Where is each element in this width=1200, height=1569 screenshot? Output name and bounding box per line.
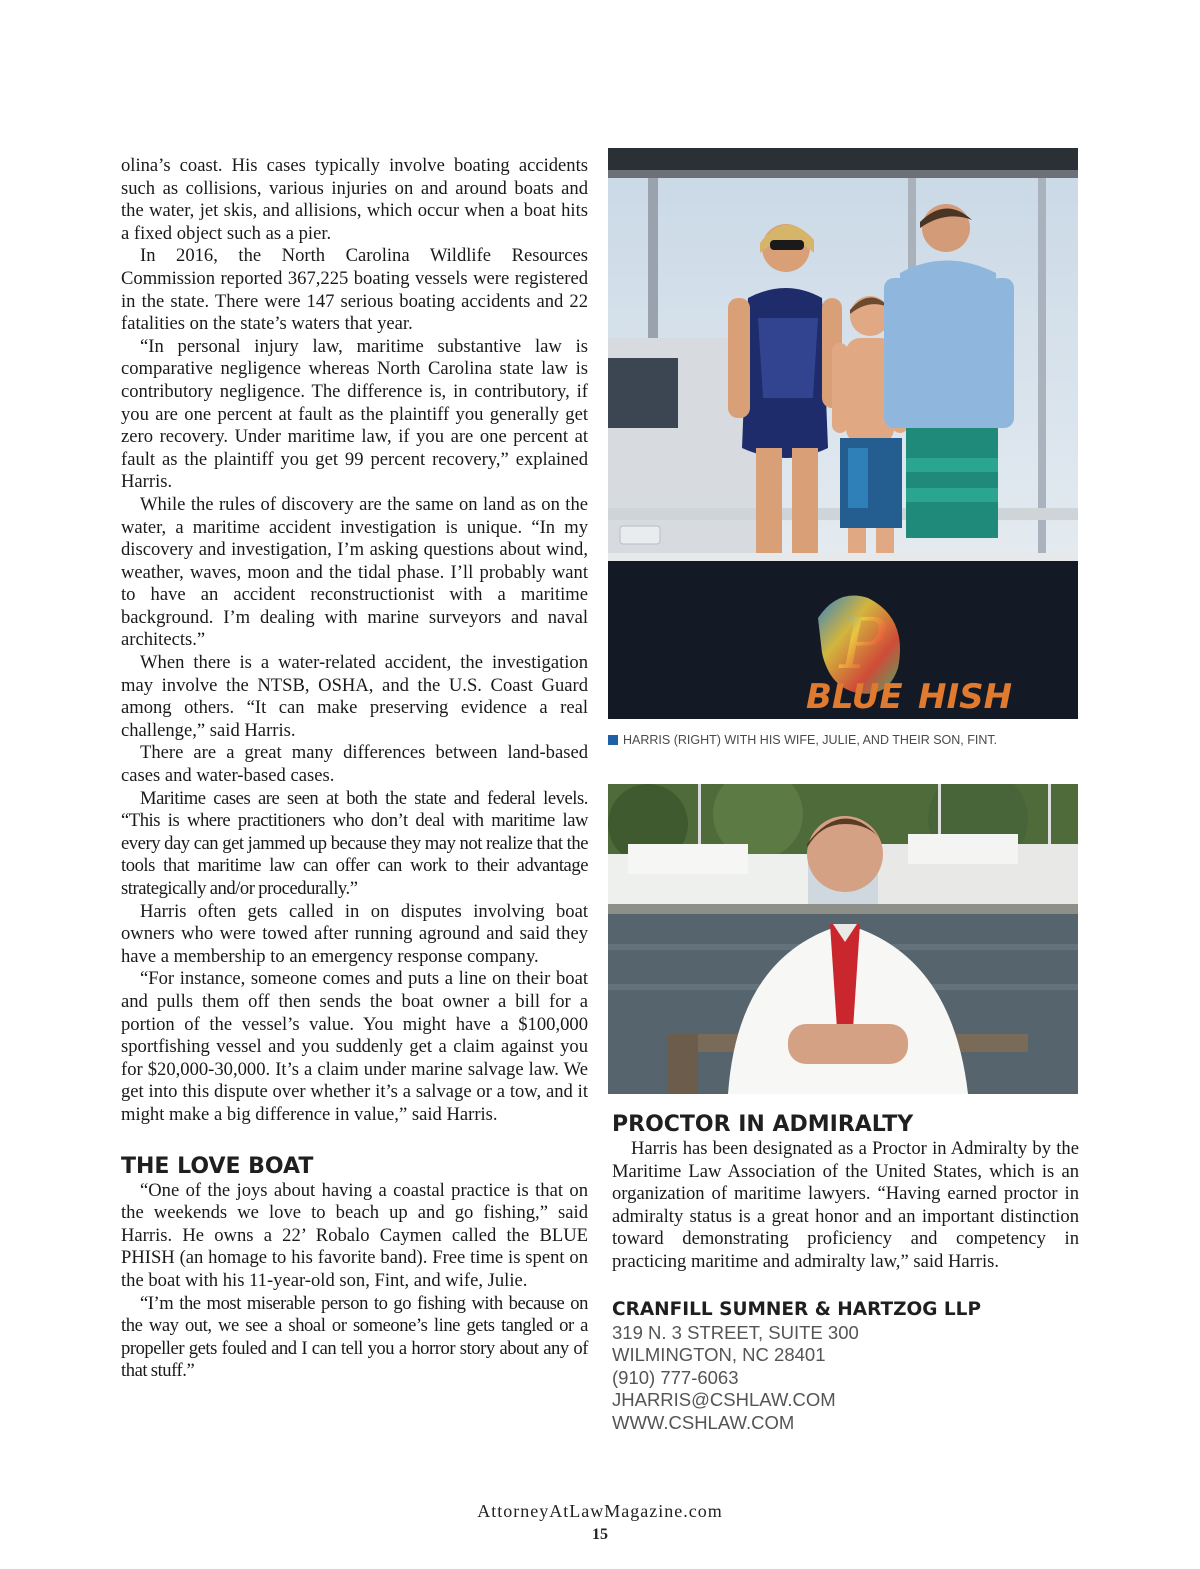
article-paragraph: olina’s coast. His cases typically involve boating accidents such as collisions, various injuries on and around boats and the water, jet skis, and allisions, which occur when a boat hits a fixed object such as a pier. (121, 155, 588, 244)
firm-website-link[interactable]: WWW.CSHLAW.COM (612, 1411, 795, 1433)
harris-portrait-illustration (608, 784, 1078, 1094)
firm-name: CRANFILL SUMNER & HARTZOG LLP (612, 1298, 982, 1320)
page-number: 15 (592, 1526, 608, 1543)
firm-phone: (910) 777-6063 (612, 1366, 739, 1388)
article-paragraph: While the rules of discovery are the same on land as on the water, a maritime accident investigation is unique. “In my discovery and investigation, I’m asking questions about wind, weather, waves, moon and the tidal phase. I’ll probably want to have an accident reconstructionist with a maritime background. I’m dealing with marine surveyors and naval architects.” (121, 493, 588, 651)
footer-site-name: AttorneyAtLawMagazine.com (477, 1501, 723, 1521)
caption-text: HARRIS (RIGHT) WITH HIS WIFE, JULIE, AND THEIR SON, FINT. (623, 733, 998, 747)
harris-portrait-photo (608, 784, 1078, 1094)
article-paragraph: There are a great many differences between land-based cases and water-based cases. (121, 742, 588, 787)
proctor-heading: PROCTOR IN ADMIRALTY (612, 1112, 914, 1137)
article-paragraph: “I’m the most miserable person to go fishing with because on the way out, we see a shoal or someone’s line gets tangled or a propeller gets fouled and I can tell you a horror story about any of that stuff.” (121, 1292, 588, 1382)
article-paragraph: When there is a water-related accident, the investigation may involve the NTSB, OSHA, and the U.S. Coast Guard among others. “It can make preserving evidence a real challenge,” said Harris. (121, 652, 588, 741)
article-paragraph: Harris often gets called in on disputes involving boat owners who were towed after running aground and said they have a membership to an emergency response company. (121, 900, 588, 967)
love-boat-heading: THE LOVE BOAT (121, 1153, 314, 1179)
boat-name-blue: BLUE (806, 677, 903, 717)
family-boat-photo (608, 148, 1078, 719)
boat-name-hish: HISH (918, 677, 1013, 717)
right-column (612, 1112, 1079, 1435)
caption-marker-icon (608, 735, 618, 745)
firm-address-line2: WILMINGTON, NC 28401 (612, 1344, 826, 1366)
article-paragraph: In 2016, the North Carolina Wildlife Resources Commission reported 367,225 boating vessels were registered in the state. There were 147 serious boating accidents and 22 fatalities on the state’s waters that year. (121, 245, 588, 335)
firm-email-link[interactable]: JHARRIS@CSHLAW.COM (612, 1389, 836, 1411)
left-column (121, 155, 588, 1383)
article-paragraph: “In personal injury law, maritime substantive law is comparative negligence whereas North Carolina state law is contributory negligence. The difference is, in contributory, if you are one percent at fault as the plaintiff you generally get zero recovery. Under maritime law, if you are one percent at fault as the plaintiff you get 99 percent recovery,” explained Harris. (121, 335, 588, 493)
firm-address-line1: 319 N. 3 STREET, SUITE 300 (612, 1321, 859, 1343)
boat-logo-letter: P (839, 603, 887, 685)
family-boat-illustration (608, 148, 1078, 719)
article-paragraph: “For instance, someone comes and puts a line on their boat and pulls them off then sends the boat owner a bill for a portion of the vessel’s value. You might have a $100,000 sportfishing vessel and you suddenly get a claim against you for $20,000-30,000. It’s a claim under marine salvage law. We get into this dispute over whether it’s a salvage or a tow, and it might make a big difference in value,” said Harris. (121, 968, 588, 1125)
photo-caption (608, 732, 1078, 748)
article-paragraph: “One of the joys about having a coastal practice is that on the weekends we love to beach up and go fishing,” said Harris. He owns a 22’ Robalo Caymen called the BLUE PHISH (an homage to his favorite band). Free time is spent on the boat with his 11-year-old son, Fint, and wife, Julie. (121, 1179, 588, 1291)
article-paragraph: Maritime cases are seen at both the state and federal levels. “This is where practitioners who don’t deal with maritime law every day can get jammed up because they may not realize that the tools that maritime law can offer can work to their advantage strategically and/or procedurally.” (121, 787, 588, 899)
proctor-paragraph: Harris has been designated as a Proctor in Admiralty by the Maritime Law Association of the United States, which is an organization of maritime lawyers. “Having earned proctor in admiralty status is a great honor and an important distinction toward demonstrating proficiency and competency in practicing maritime and admiralty law,” said Harris. (612, 1138, 1079, 1272)
